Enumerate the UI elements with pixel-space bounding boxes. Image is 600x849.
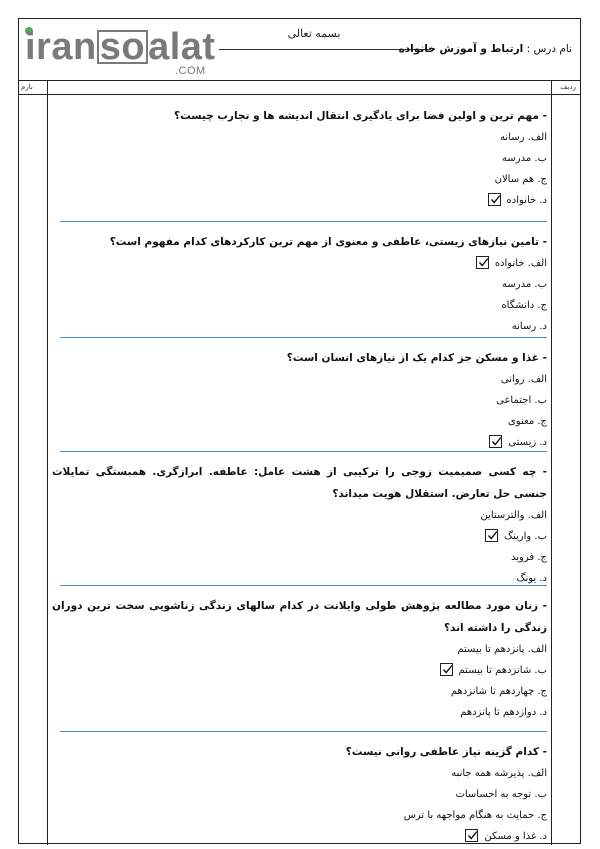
option-label: ب. وارینگ	[504, 531, 547, 542]
question-4	[52, 461, 547, 589]
option-label: الف. پانزدهم تا بیستم	[457, 644, 547, 655]
checkmark-icon	[465, 829, 478, 842]
question-text: - چه کسی صمیمیت زوجی را ترکیبی از هشت عامل: عاطفه. ابرازگری. همبستگی تمایلات جنسی حل تعارض. استقلال هویت میداند؟	[52, 466, 547, 500]
answer-option	[52, 411, 547, 432]
option-label: الف. خانواده	[494, 258, 547, 269]
answer-option	[52, 763, 547, 784]
question-text: - مهم ترین و اولین فضا برای یادگیری انتقال اندیشه ها و تجارب چیست؟	[173, 110, 547, 122]
logo-com: .COM	[175, 65, 206, 77]
answer-option	[52, 316, 547, 337]
question-separator	[60, 337, 547, 338]
option-label: ج. دانشگاه	[501, 300, 547, 311]
option-label: د. خانواده	[506, 195, 547, 206]
checkmark-icon	[489, 435, 502, 448]
option-label: ج. معنوی	[507, 416, 547, 427]
question-separator	[60, 731, 547, 732]
answer-option	[52, 127, 547, 148]
question-3	[52, 347, 547, 453]
answer-option	[52, 295, 547, 316]
checkmark-icon	[476, 256, 489, 269]
answer-option	[52, 505, 547, 526]
option-label: الف. رسانه	[500, 132, 547, 143]
answer-option	[52, 826, 547, 847]
option-label: ب. اجتماعی	[496, 395, 547, 406]
option-label: د. یونگ	[516, 573, 547, 584]
question-2	[52, 231, 547, 337]
option-label: د. غذا و مسکن	[484, 831, 547, 842]
option-label: الف. والترستاین	[480, 510, 547, 521]
question-6	[52, 741, 547, 847]
option-label: د. زیستی	[508, 437, 547, 448]
question-text: - غذا و مسکن جز کدام یک از نیازهای انسان است؟	[286, 352, 547, 364]
option-label: د. رسانه	[511, 321, 547, 332]
column-header-row	[19, 81, 580, 95]
question-1	[52, 105, 547, 211]
answer-option	[52, 547, 547, 568]
option-label: ب. شانزدهم تا بیستم	[458, 665, 547, 676]
answer-option	[52, 253, 547, 274]
checkmark-icon	[488, 193, 501, 206]
answer-option	[52, 805, 547, 826]
answer-option	[52, 639, 547, 660]
answer-option	[52, 148, 547, 169]
iransoalat-logo	[25, 25, 225, 79]
question-5	[52, 595, 547, 723]
course-label: نام درس :	[526, 43, 572, 55]
option-label: ب. مدرسه	[502, 279, 547, 290]
answer-option	[52, 432, 547, 453]
answer-option	[52, 681, 547, 702]
answer-option	[52, 169, 547, 190]
option-label: ج. حمایت به هنگام مواجهه با ترس	[403, 810, 547, 821]
course-title	[399, 43, 572, 55]
answer-option	[52, 390, 547, 411]
questions-area	[48, 95, 553, 843]
option-label: الف. پذیرشه همه جانبه	[451, 768, 547, 779]
option-label: ب. مدرسه	[502, 153, 547, 164]
question-separator	[60, 451, 547, 452]
question-text: - زنان مورد مطالعه پژوهش طولی وایلانت در کدام سالهای زندگی زناشویی سخت ترین دوران زندگی را داشته اند؟	[52, 600, 547, 634]
option-label: الف. روانی	[500, 374, 547, 385]
checkmark-icon	[440, 663, 453, 676]
answer-option	[52, 702, 547, 723]
course-name: ارتباط و آموزش خانواده	[398, 43, 524, 55]
column-barom: بارم	[21, 83, 33, 91]
exam-sheet	[18, 18, 581, 844]
checkmark-icon	[485, 529, 498, 542]
option-label: د. دوازدهم تا پانزدهم	[460, 707, 547, 718]
bismillah: بسمه تعالی	[287, 27, 341, 40]
answer-option	[52, 369, 547, 390]
question-text: - کدام گزینه نیاز عاطفی روانی نیست؟	[345, 746, 547, 758]
option-label: ج. چهاردهم تا شانزدهم	[450, 686, 547, 697]
answer-option	[52, 190, 547, 211]
answer-option	[52, 660, 547, 681]
exam-header	[19, 19, 580, 81]
logo-wordmark: iransoalat	[25, 26, 216, 68]
column-radif: ردیف	[560, 83, 576, 91]
answer-option	[52, 784, 547, 805]
option-label: ج. فروید	[511, 552, 547, 563]
question-separator	[60, 585, 547, 586]
question-text: - تامین نیازهای زیستی، عاطفی و معنوی از مهم ترین کارکردهای کدام مفهوم است؟	[109, 236, 547, 248]
option-label: ب. توجه به احساسات	[455, 789, 547, 800]
answer-option	[52, 526, 547, 547]
question-separator	[60, 221, 547, 222]
answer-option	[52, 274, 547, 295]
option-label: ج. هم سالان	[494, 174, 547, 185]
